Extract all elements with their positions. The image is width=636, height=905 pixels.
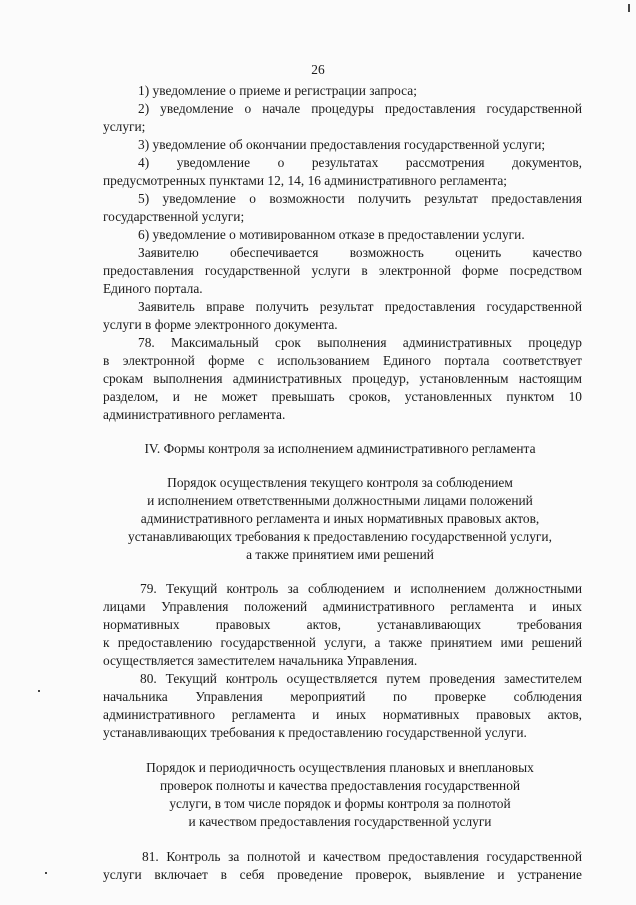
page-number: 26 <box>311 62 325 77</box>
text-line: разделом, и не может превышать сроков, установленных пунктом 10 <box>103 389 582 404</box>
text-line: Заявитель вправе получить результат предоставления государственной <box>138 299 582 314</box>
subheading-line: Порядок и периодичность осуществления плановых и внеплановых <box>146 760 534 775</box>
subheading-line: устанавливающих требования к предоставлению государственной услуги, <box>128 529 552 544</box>
subheading-line: и исполнением ответственными должностными лицами положений <box>147 493 533 508</box>
text-line: 5) уведомление о возможности получить результат предоставления <box>138 191 582 206</box>
subheading-line: и качеством предоставления государственной услуги <box>188 814 492 829</box>
text-line: в электронной форме с использованием Единого портала соответствует <box>103 353 582 368</box>
text-line: 81. Контроль за полнотой и качеством предоставления государственной <box>142 849 582 864</box>
text-line: административного регламента. <box>103 407 286 422</box>
text-line: предоставления государственной услуги в электронной форме посредством <box>103 263 582 278</box>
text-line: лицами Управления положений административного регламента и иных <box>103 599 582 614</box>
text-line: нормативных правовых актов, устанавливающих требования <box>103 617 582 632</box>
text-line: предусмотренных пунктами 12, 14, 16 административного регламента; <box>103 173 508 188</box>
text-line: 2) уведомление о начале процедуры предоставления государственной <box>138 101 582 116</box>
text-line: начальника Управления мероприятий по проверке соблюдения <box>103 689 582 704</box>
subheading-line: административного регламента и иных нормативных правовых актов, <box>140 511 540 526</box>
text-line: срокам выполнения административных процедур, установленным настоящим <box>103 371 582 386</box>
text-line: услуги включает в себя проведение проверок, выявление и устранение <box>103 867 582 882</box>
scan-mark <box>628 4 630 12</box>
subheading-line: проверок полноты и качества предоставления государственной <box>159 778 521 793</box>
text-line: услуги в форме электронного документа. <box>103 317 338 332</box>
subheading-line: а также принятием ими решений <box>246 547 434 562</box>
text-line: 1) уведомление о приеме и регистрации запроса; <box>138 83 417 98</box>
text-line: Единого портала. <box>103 281 203 296</box>
text-line: устанавливающих требования к предоставлению государственной услуги. <box>103 725 527 740</box>
scan-dot <box>45 872 47 874</box>
section-heading: IV. Формы контроля за исполнением административного регламента <box>144 441 536 456</box>
text-line: осуществляется заместителем начальника Управления. <box>103 653 418 668</box>
scan-dot <box>38 690 40 692</box>
text-line: 79. Текущий контроль за соблюдением и исполнением должностными <box>140 581 582 596</box>
text-line: государственной услуги; <box>103 209 245 224</box>
text-line: 6) уведомление о мотивированном отказе в предоставлении услуги. <box>138 227 525 242</box>
text-line: 80. Текущий контроль осуществляется путем проведения заместителем <box>140 671 582 686</box>
text-line: 78. Максимальный срок выполнения административных процедур <box>138 335 582 350</box>
text-line: к предоставлению государственной услуги, а также принятием ими решений <box>103 635 582 650</box>
text-line: Заявителю обеспечивается возможность оценить качество <box>138 245 582 260</box>
text-line: услуги; <box>103 119 146 134</box>
text-line: 4) уведомление о результатах рассмотрения документов, <box>138 155 582 170</box>
text-line: 3) уведомление об окончании предоставления государственной услуги; <box>138 137 546 152</box>
subheading-line: услуги, в том числе порядок и формы контроля за полнотой <box>169 796 511 811</box>
text-line: административного регламента и иных нормативных правовых актов, <box>103 707 582 722</box>
subheading-line: Порядок осуществления текущего контроля за соблюдением <box>167 475 513 490</box>
